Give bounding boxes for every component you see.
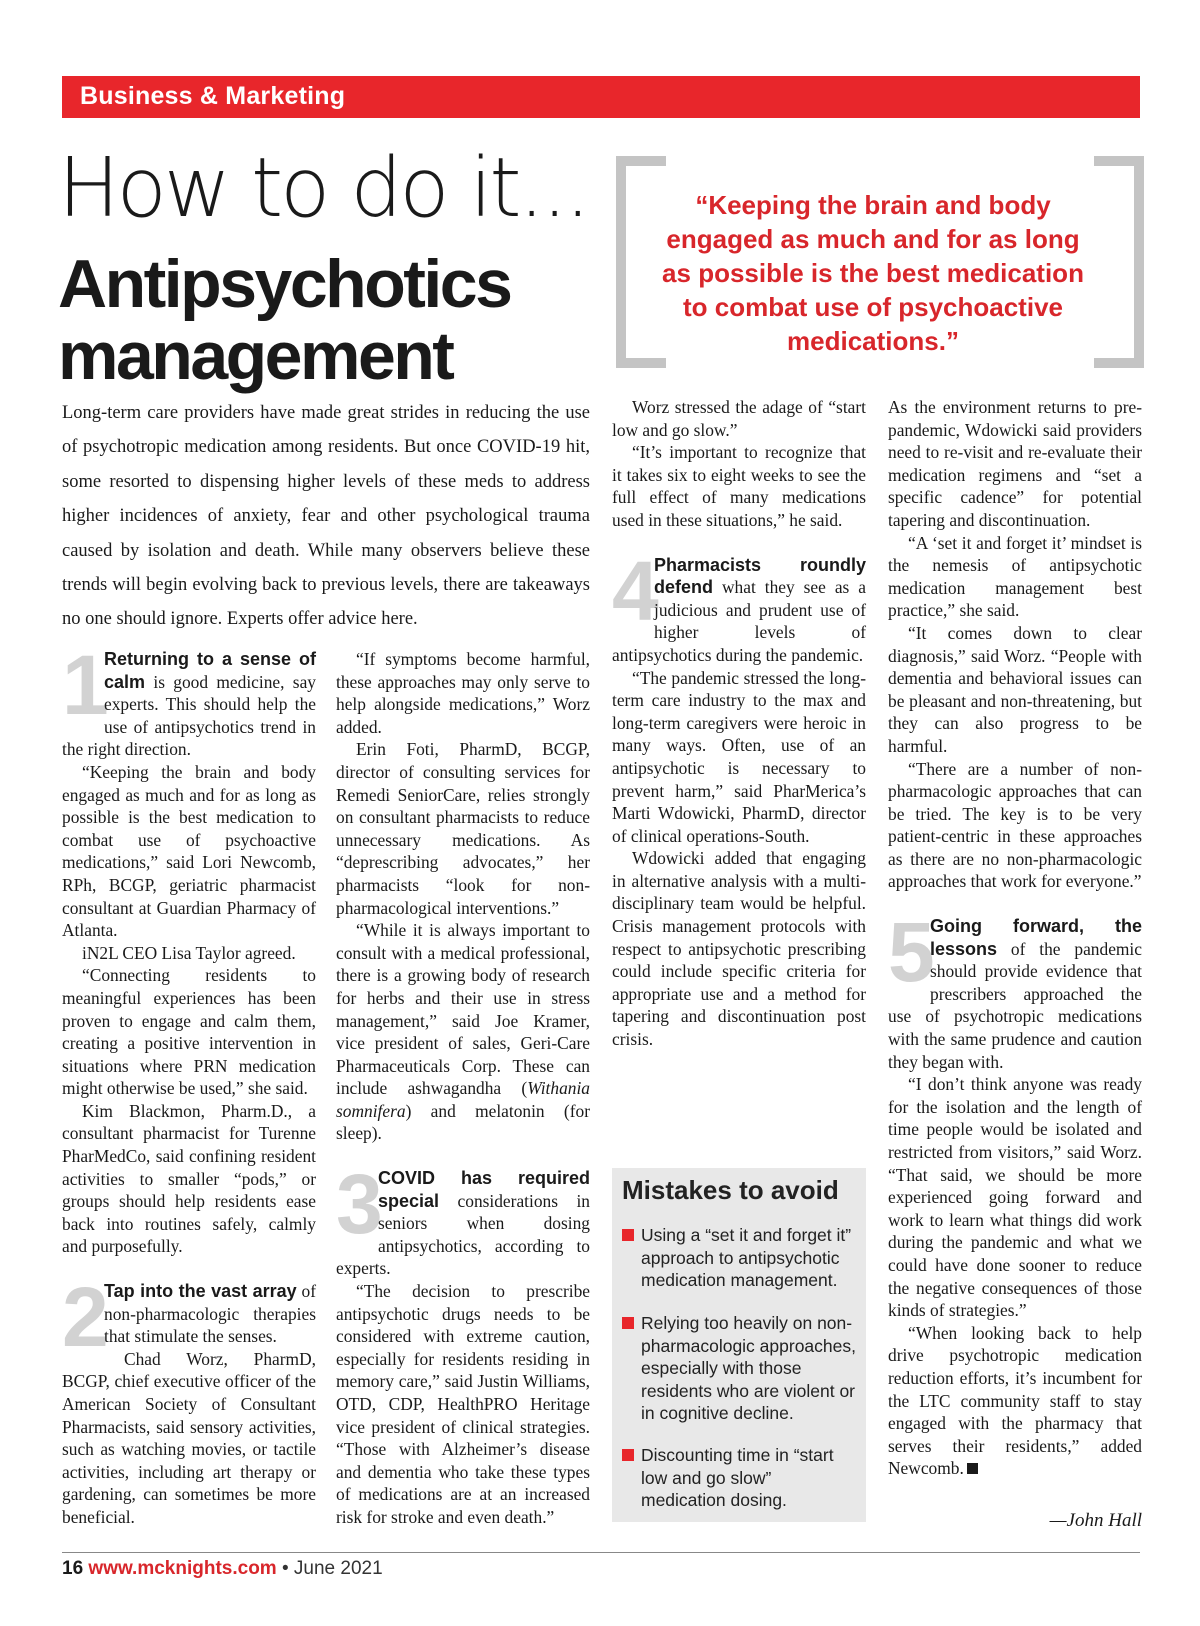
- section-lead-text: of non-pharmacologic therapies that stimulate the senses.: [104, 1281, 316, 1347]
- paragraph: “It comes down to clear diagnosis,” said Worz. “People with dementia and behavioral issues can be pleasant and non-threatening, but they can also progress to be harmful.: [888, 622, 1142, 756]
- section-lead-text: of the pandemic should provide evidence that prescribers approached the use of psychotropic medications with the same prudence and caution they began with.: [888, 938, 1142, 1072]
- issue-date: June 2021: [293, 1558, 383, 1579]
- section-4-lead: [612, 543, 866, 667]
- bracket-right: [1094, 156, 1144, 368]
- mistake-text: Discounting time in “start low and go slow” medication dosing.: [641, 1445, 834, 1511]
- paragraph: As the environment returns to pre-pandemic, Wdowicki said providers need to re-visit and re-evaluate their medication regimens and “set a specific cadence” for potential tapering and discontinuation.: [888, 397, 1142, 530]
- paragraph: “There are a number of non-pharmacologic approaches that can be tried. The key is to be very patient-centric in these approaches as there are no non-pharmacologic approaches that work for everyone.”: [888, 758, 1142, 892]
- paragraph: iN2L CEO Lisa Taylor agreed.: [82, 942, 296, 963]
- headline-line-1: Antipsychotics: [58, 246, 511, 322]
- article-column-4: [888, 396, 1142, 1480]
- section-3-lead: [336, 1157, 590, 1280]
- paragraph: [336, 919, 590, 1145]
- article-column-2: [336, 648, 590, 1529]
- paragraph: “Connecting residents to meaningful experiences has been proven to engage and calm them, creating a positive intervention in situations where PRN medication might otherwise be used,” she said.: [62, 965, 316, 1099]
- paragraph: “Keeping the brain and body engaged as much and for as long as possible is the best medication to combat use of psychoactive medications,” said Lori Newcomb, RPh, BCGP, geriatric pharmacist consultant at Guardian Pharmacy of Atlanta.: [62, 761, 316, 941]
- paragraph: [888, 1322, 1142, 1480]
- paragraph-text: “While it is always important to consult with a medical professional, there is a growing body of research for herbs and their use in stress management,” said Joe Kramer, vice president of sales, Geri-Care Pharmaceuticals Corp. These can include ashwagandha (: [336, 920, 590, 1099]
- paragraph: “If symptoms become harmful, these approaches may only serve to help alongside medications,” Worz added.: [336, 649, 590, 737]
- paragraph: Kim Blackmon, Pharm.D., a consultant pharmacist for Turenne PharMedCo, said confining resident activities to smaller “pods,” or groups should help residents ease back into routines safely, calmly and purposefully.: [62, 1100, 316, 1257]
- mistake-text: Using a “set it and forget it” approach to antipsychotic medication management.: [641, 1225, 852, 1291]
- bullet-square-icon: [622, 1229, 634, 1241]
- section-5-lead: [888, 905, 1142, 1073]
- mistake-item: [622, 1224, 860, 1292]
- pull-quote: “Keeping the brain and body engaged as much and for as long as possible is the best medication to combat use of psychoactive medications.”: [662, 190, 1084, 356]
- paragraph: “The pandemic stressed the long-term care industry to the max and long-term caregivers were heroic in many ways. Often, use of an antipsychotic is necessary to prevent harm,” said PharMerica’s Marti Wdowicki, PharmD, director of clinical operations-South.: [612, 667, 866, 846]
- section-number: 1: [62, 638, 109, 732]
- page-footer: [62, 1558, 383, 1580]
- headline: [58, 248, 510, 392]
- page-number: 16: [62, 1558, 84, 1579]
- mistake-text: Relying too heavily on non-pharmacologic approaches, especially with those residents who are violent or in cognitive decline.: [641, 1313, 856, 1424]
- bullet-square-icon: [622, 1449, 634, 1461]
- section-lead-bold: Going forward, the lessons: [930, 916, 1142, 959]
- bullet-square-icon: [622, 1317, 634, 1329]
- paragraph: “The decision to prescribe antipsychotic drugs needs to be considered with extreme caution, especially for residents residing in memory care,” said Justin Williams, OTD, CDP, HealthPRO Heritage vice president of clinical strategies. “Those with Alzheimer’s disease and dementia who take these types of medications are at an increased risk for stroke and even death.”: [336, 1281, 590, 1527]
- byline: —John Hall: [1049, 1510, 1142, 1531]
- section-lead-bold: Returning to a sense of calm: [104, 649, 316, 692]
- paragraph: Erin Foti, PharmD, BCGP, director of consulting services for Remedi SeniorCare, relies strongly on consultant pharmacists to reduce unnecessary medications. As “deprescribing advocates,” her pharmacists “look for non-pharmacological interventions.”: [336, 739, 590, 918]
- end-mark-icon: [967, 1463, 978, 1474]
- section-lead-bold: COVID has required special: [378, 1168, 590, 1211]
- section-lead-text: is good medicine, say experts. This should help the use of antipsychotics trend in the right direction.: [62, 671, 316, 760]
- headline-line-2: management: [58, 318, 453, 394]
- paragraph: Worz stressed the adage of “start low and go slow.”: [612, 397, 866, 440]
- paragraph-text: “When looking back to help drive psychotropic medication reduction efforts, it’s incumbent for the LTC community staff to stay engaged with the pharmacy that serves their residents,” added Newcomb.: [888, 1322, 1142, 1479]
- mistake-item: [622, 1312, 860, 1425]
- headline-kicker: How to do it...: [58, 141, 588, 236]
- article-column-3: [612, 396, 866, 1051]
- paragraph: “I don’t think anyone was ready for the isolation and the length of time people would be isolated and restricted from visitors,” said Worz. “That said, we should be more experienced going forward and work to learn what things did work during the pandemic and what we could have done sooner to reduce the negative consequences of those kinds of strategies.”: [888, 1074, 1142, 1321]
- website-link[interactable]: www.mcknights.com: [88, 1558, 277, 1579]
- intro-paragraph: Long-term care providers have made great strides in reducing the use of psychotropic medication among residents. But once COVID-19 hit, some resorted to dispensing higher levels of these meds to address higher incidences of anxiety, fear and other psychological trauma caused by isolation and death. While many observers believe these trends will begin evolving back to previous levels, there are takeaways no one should ignore. Experts offer advice here.: [62, 403, 590, 630]
- section-lead-text: what they see as a judicious and prudent use of higher levels of antipsychotics during the pandemic.: [612, 577, 866, 665]
- paragraph: “It’s important to recognize that it takes six to eight weeks to see the full effect of many medications used in these situations,” he said.: [612, 442, 866, 530]
- paragraph: Wdowicki added that engaging in alternative analysis with a multi-disciplinary team would be helpful. Crisis management protocols with respect to antipsychotic prescribing could include specific criteria for appropriate use and a method for tapering and discontinuation post crisis.: [612, 848, 866, 1050]
- section-banner: [62, 76, 1140, 118]
- article-column-1: [62, 638, 316, 1529]
- paragraph: Chad Worz, PharmD, BCGP, chief executive officer of the American Society of Consultant Pharmacists, said sensory activities, such as watching movies, or tactile activities, including art therapy or gardening, can sometimes be more beneficial.: [62, 1348, 316, 1527]
- section-lead-bold: Tap into the vast array: [104, 1281, 297, 1302]
- species-name: Withania somnifera: [336, 1078, 590, 1121]
- section-lead-bold: Pharmacists roundly defend: [654, 554, 866, 598]
- footer-separator: •: [281, 1558, 289, 1579]
- section-number: 5: [888, 905, 935, 1000]
- mistakes-sidebar: [612, 1168, 866, 1522]
- section-number: 3: [336, 1157, 383, 1252]
- section-2-lead: [62, 1270, 316, 1365]
- mistake-item: [622, 1444, 860, 1512]
- footer-rule: [62, 1552, 1140, 1553]
- section-number: 2: [62, 1270, 109, 1365]
- section-label: Business & Marketing: [80, 82, 346, 110]
- section-1-lead: [62, 638, 316, 761]
- section-number: 4: [612, 543, 659, 638]
- mistakes-title: Mistakes to avoid: [622, 1175, 839, 1205]
- paragraph: “A ‘set it and forget it’ mindset is the nemesis of antipsychotic medication management best practice,” she said.: [888, 532, 1142, 621]
- paragraph-text: ) and melatonin (for sleep).: [336, 1100, 590, 1144]
- section-lead-text: considerations in seniors when dosing antipsychotics, according to experts.: [336, 1190, 590, 1279]
